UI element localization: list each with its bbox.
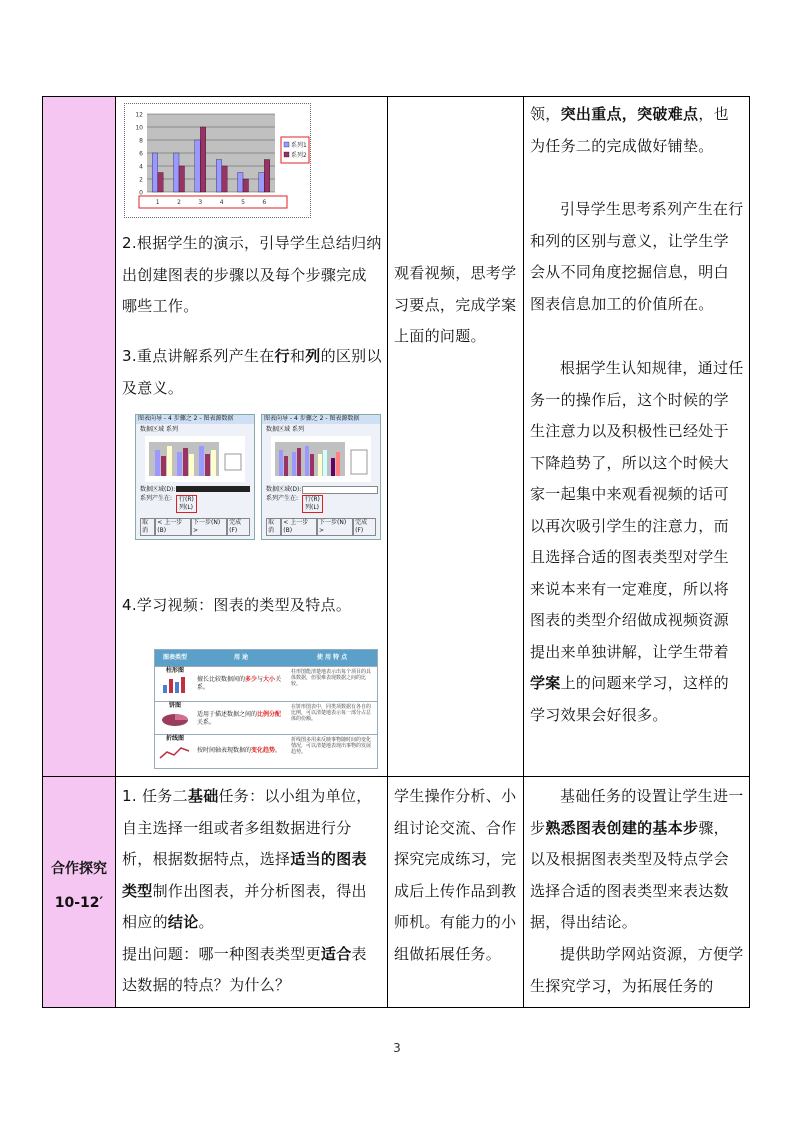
y-tick-label: 10: [135, 124, 143, 132]
bar-系列2: [243, 179, 249, 192]
x-tick-label: 1: [155, 199, 160, 206]
stage-cell-cooperative: [42, 776, 116, 1008]
bar-系列2: [200, 127, 206, 192]
bar-系列2: [222, 166, 228, 192]
line-chart-note: 折线图多用来反映事物随时间的变化情况，可以清楚地表现出事物的发展趋势。: [290, 737, 371, 755]
dialog-range-label: 数据区域(D):: [266, 486, 302, 493]
dialog-series-label: 系列产生在:: [140, 495, 173, 502]
pie-chart-use: 适用于描述数据之间的比例分配关系。: [197, 711, 282, 726]
legend-label: 系列1: [291, 142, 307, 149]
x-tick-label: 3: [198, 199, 203, 206]
page-number: 3: [393, 1041, 401, 1055]
dialog-radio-group: 行(R) 列(L): [176, 495, 197, 513]
dialog-buttons: 取消 < 上一步(B) 下一步(N) > 完成(F): [266, 518, 376, 536]
design-intent-p2: 引导学生思考系列产生在行和列的区别与意义，让学生学会从不同角度挖掘信息，明白图表信息加工的价值所在。: [530, 200, 744, 313]
y-tick-label: 4: [139, 163, 143, 171]
step-3-paragraph: 3.重点讲解系列产生在行和列的区别以及意义。: [122, 347, 382, 397]
bar-系列1: [174, 153, 180, 192]
step-4-paragraph: 4.学习视频：图表的类型及特点。: [122, 596, 352, 614]
x-tick-label: 4: [219, 199, 224, 206]
stage-duration: 10-12′: [54, 895, 104, 911]
bar-系列1: [152, 153, 157, 192]
dialog-chart-preview: [271, 436, 371, 482]
column-chart-figure: [124, 103, 311, 218]
bar-系列1: [195, 140, 201, 192]
stage-label: 合作探究: [51, 861, 107, 877]
dialog-radio-group: 行(R) 列(L): [302, 495, 323, 513]
chart-types-table-image: [154, 649, 378, 769]
bar-系列2: [179, 166, 185, 192]
design-intent-cell: [523, 96, 750, 777]
dialog-tabs: 数据区域 系列: [140, 426, 178, 433]
student-activity-cell: [387, 96, 524, 777]
x-tick-label: 6: [262, 199, 267, 206]
bar-chart-use: 擅长比较数据间的多少与大小关系。: [197, 676, 282, 691]
pie-chart-icon: 饼图: [155, 702, 195, 734]
y-tick-label: 12: [135, 111, 143, 119]
step-2-paragraph: 2.根据学生的演示，引导学生总结归纳出创建图表的步骤以及每个步骤完成哪些工作。: [122, 234, 382, 315]
bar-系列1: [238, 173, 244, 193]
y-tick-label: 2: [139, 176, 143, 184]
teacher-activity-cell-2: [115, 776, 388, 1008]
student-activity-text: 观看视频，思考学习要点，完成学案上面的问题。: [394, 264, 517, 345]
line-chart-use: 按时间轴表现数据的变化趋势。: [197, 747, 282, 754]
dialog-screenshot-cols: [261, 414, 381, 540]
dialog-range-input: [302, 486, 378, 494]
dialog-title: 图表向导 - 4 步骤之 2 - 图表源数据: [136, 415, 254, 424]
legend-swatch: [284, 142, 289, 147]
x-tick-label: 2: [177, 199, 181, 206]
chart-type-row: [155, 701, 377, 734]
bar-系列1: [259, 173, 265, 193]
dialog-screenshot-rows: [135, 414, 255, 540]
chart-types-header-row: [155, 650, 377, 666]
dialog-range-label: 数据区域(D):: [140, 486, 176, 493]
task-2-paragraph: 1. 任务二基础任务：以小组为单位，自主选择一组或者多组数据进行分析，根据数据特点，选择适当的图表类型制作出图表，并分析图表，得出相应的结论。 提出问题：哪一种图表类型更适合表达数据的特点？为什么？: [122, 787, 372, 994]
lesson-plan-table: [42, 96, 750, 1008]
pie-chart-note: 在饼形图表中，同类项数据有各自的比例，可以清楚地表示每一部分占总体的份额。: [290, 704, 371, 722]
dialog-title: 图表向导 - 4 步骤之 2 - 图表源数据: [262, 415, 380, 424]
design-intent-p1: 领，突出重点，突破难点，也为任务二的完成做好铺垫。: [530, 105, 729, 155]
bar-chart-icon: 柱形图: [155, 667, 195, 701]
design-intent-2-p2: 提供助学网站资源，方便学生探究学习，为拓展任务的: [530, 945, 744, 995]
y-tick-label: 0: [139, 189, 143, 197]
bar-系列2: [264, 160, 270, 193]
chart-type-row: [155, 734, 377, 769]
dialog-buttons: 取消 < 上一步(B) 下一步(N) > 完成(F): [140, 518, 250, 536]
header-type: 图表类型: [162, 654, 187, 661]
student-activity-cell-2: [387, 776, 524, 1008]
dialog-series-label: 系列产生在:: [266, 495, 299, 502]
column-chart: [125, 104, 310, 217]
student-activity-text-2: 学生操作分析、小组讨论交流、合作探究完成练习，完成后上传作品到教师机。有能力的小组做拓展任务。: [394, 787, 517, 963]
stage-cell-empty: [42, 96, 116, 777]
teacher-activity-cell: [115, 96, 388, 777]
y-tick-label: 8: [139, 137, 143, 145]
x-tick-label: 5: [241, 199, 245, 206]
y-tick-label: 6: [139, 150, 143, 158]
legend-swatch: [284, 152, 289, 157]
dialog-range-input: [176, 486, 250, 492]
header-use: 用 途: [233, 654, 249, 661]
design-intent-p3: 根据学生认知规律，通过任务一的操作后，这个时候的学生注意力以及积极性已经处于下降趋势了，所以这个时候大家一起集中来观看视频的话可以再次吸引学生的注意力，而且选择合适的图表类型对学生来说本来有一定难度，所以将图表的类型介绍做成视频资源提出来单独讲解，让学生带着学案上的问题来学习，这样的学习效果会好很多。: [530, 359, 744, 724]
dialog-tabs: 数据区域 系列: [266, 426, 304, 433]
bar-系列1: [216, 160, 222, 193]
header-feature: 使 用 特 点: [316, 654, 348, 661]
line-chart-icon: 折线图: [155, 735, 195, 769]
chart-type-row: [155, 666, 377, 701]
dialog-chart-preview: [145, 436, 245, 482]
legend-box: [281, 137, 309, 163]
design-intent-cell-2: [523, 776, 750, 1008]
legend-label: 系列2: [291, 152, 307, 159]
bar-chart-note: 柱形图能清楚地表示出每个项目的具体数据，但很难表现数据之间的比较。: [290, 669, 371, 687]
bar-系列2: [158, 173, 164, 193]
design-intent-2-p1: 基础任务的设置让学生进一步熟悉图表创建的基本步骤，以及根据图表类型及特点学会选择合适的图表类型来表达数据，得出结论。: [530, 787, 744, 931]
